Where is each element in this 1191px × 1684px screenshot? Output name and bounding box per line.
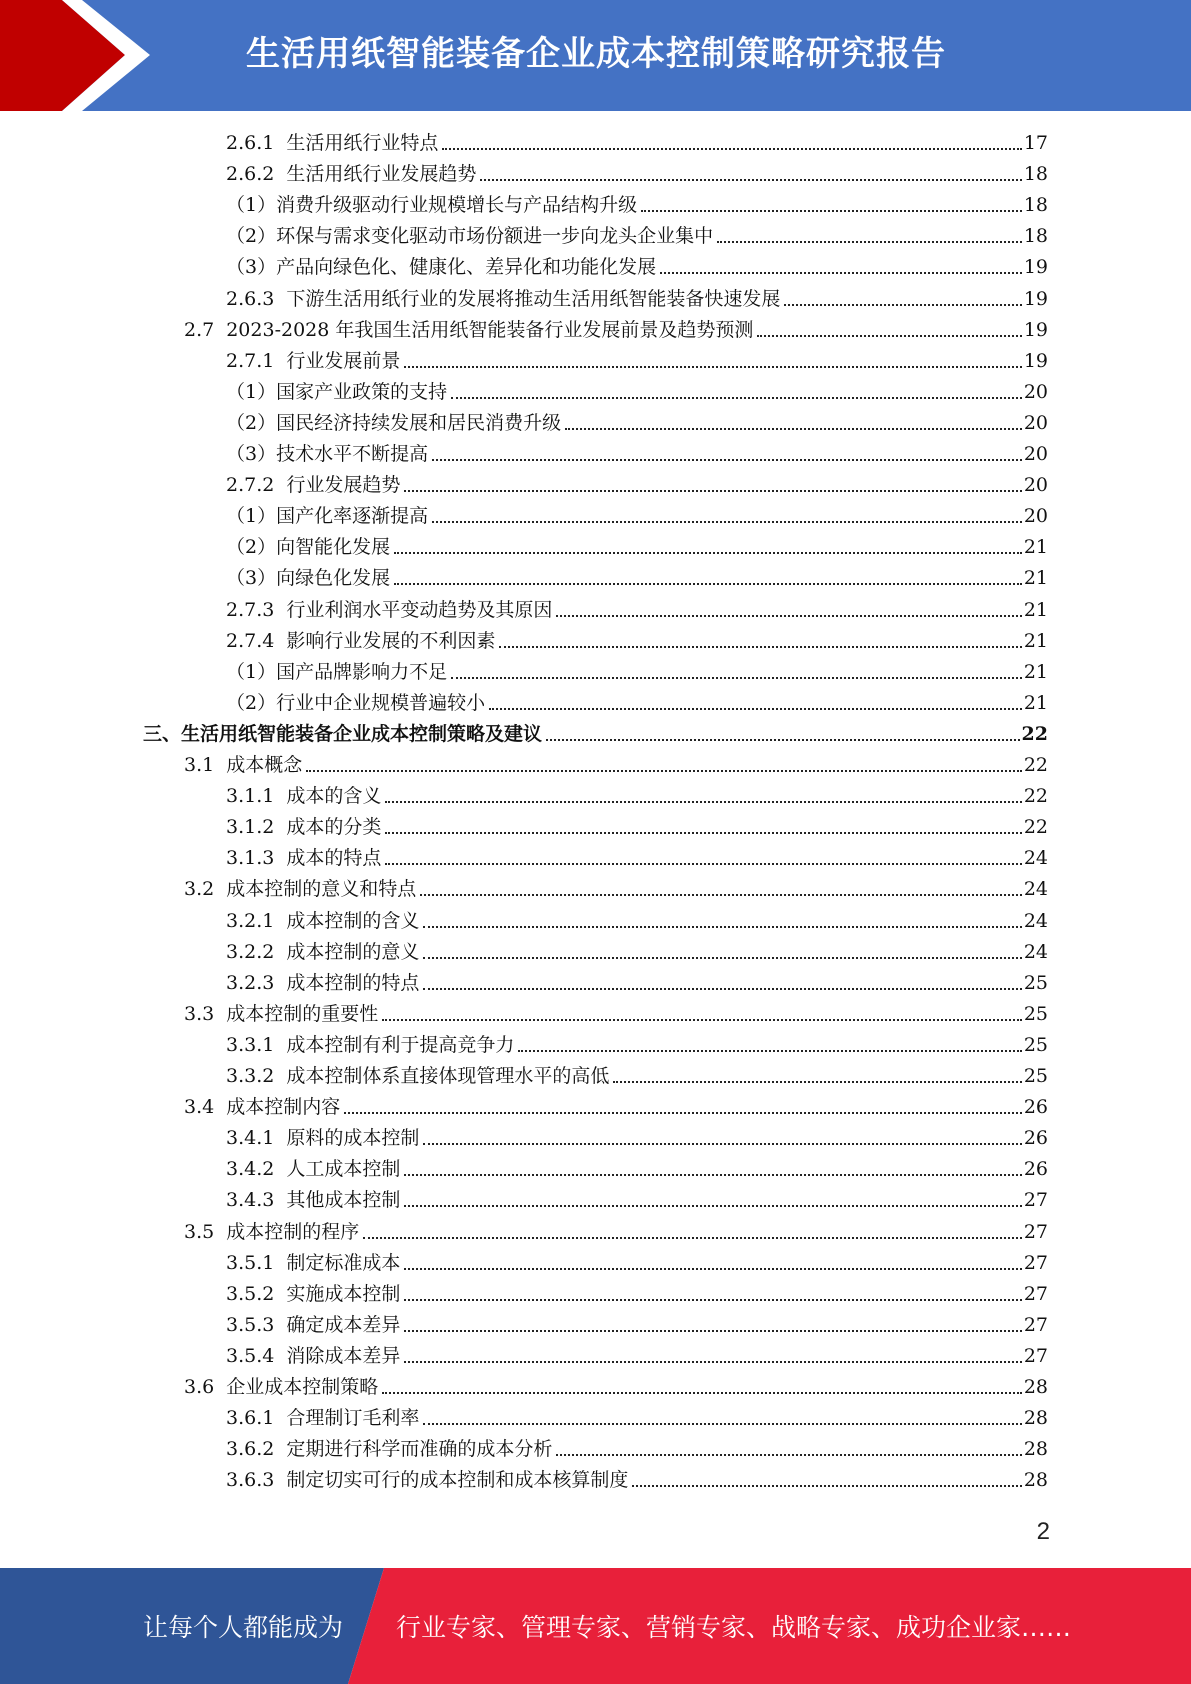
toc-dot-leader xyxy=(613,1081,1021,1083)
toc-entry-title: 生活用纸智能装备企业成本控制策略及建议 xyxy=(181,722,543,745)
toc-dot-leader xyxy=(546,739,1020,741)
toc-entry-title: 成本控制的重要性 xyxy=(226,1002,379,1025)
toc-entry-page: 20 xyxy=(1023,505,1048,528)
toc-entry-page: 20 xyxy=(1023,474,1048,497)
toc-dot-leader xyxy=(404,1174,1021,1176)
toc-dot-leader xyxy=(420,894,1022,896)
toc-entry-page: 27 xyxy=(1023,1251,1048,1274)
toc-entry-title: 成本控制内容 xyxy=(226,1096,341,1119)
toc-entry-title: 成本控制的程序 xyxy=(226,1220,360,1243)
toc-entry-number: 2.6.3 xyxy=(226,287,275,310)
toc-dot-leader xyxy=(306,770,1022,772)
toc-entry-number: 3.1.3 xyxy=(226,847,275,870)
toc-dot-leader xyxy=(423,926,1021,928)
toc-entry[interactable] xyxy=(226,563,1048,593)
toc-entry[interactable] xyxy=(226,595,1048,625)
toc-dot-leader xyxy=(432,459,1022,461)
toc-entry-number: 2.7.1 xyxy=(226,349,275,372)
toc-dot-leader xyxy=(518,1050,1021,1052)
toc-entry-page: 27 xyxy=(1023,1220,1048,1243)
toc-entry-number: 三、 xyxy=(143,722,182,745)
toc-entry-page: 25 xyxy=(1023,1033,1048,1056)
footer-slogan-left: 让每个人都能成为 xyxy=(143,1613,344,1642)
toc-entry[interactable] xyxy=(226,1341,1048,1371)
toc-dot-leader xyxy=(423,1423,1021,1425)
toc-dot-leader xyxy=(499,646,1021,648)
toc-entry-page: 27 xyxy=(1023,1189,1048,1212)
toc-entry[interactable] xyxy=(184,999,1048,1029)
toc-entry[interactable] xyxy=(143,719,1048,749)
toc-entry-number: 3.1.2 xyxy=(226,816,275,839)
toc-dot-leader xyxy=(385,832,1021,834)
toc-entry-number: 3.4.2 xyxy=(226,1158,275,1181)
toc-dot-leader xyxy=(385,801,1021,803)
toc-entry-number: 2.7.4 xyxy=(226,629,275,652)
toc-entry-page: 19 xyxy=(1023,287,1048,310)
toc-entry-title: 成本控制体系直接体现管理水平的高低 xyxy=(286,1065,610,1087)
toc-dot-leader xyxy=(432,521,1022,523)
toc-dot-leader xyxy=(632,1485,1021,1487)
toc-entry-title: 技术水平不断提高 xyxy=(276,443,429,465)
toc-entry[interactable] xyxy=(226,190,1048,220)
toc-entry[interactable] xyxy=(184,1092,1048,1122)
toc-entry-title: 原料的成本控制 xyxy=(286,1127,420,1150)
toc-entry-number: （3） xyxy=(226,443,277,465)
toc-entry-title: 成本控制的特点 xyxy=(286,971,420,994)
toc-entry-title: 制定切实可行的成本控制和成本核算制度 xyxy=(286,1469,629,1492)
toc-entry-page: 20 xyxy=(1023,380,1048,403)
toc-entry-title: 消费升级驱动行业规模增长与产品结构升级 xyxy=(276,194,638,217)
toc-entry-number: （2） xyxy=(226,536,277,559)
toc-entry-page: 28 xyxy=(1023,1438,1048,1461)
toc-entry-number: 3.6.2 xyxy=(226,1438,275,1461)
toc-dot-leader xyxy=(382,1392,1022,1394)
toc-entry-title: 国民经济持续发展和居民消费升级 xyxy=(276,411,562,434)
toc-entry[interactable] xyxy=(226,1061,1048,1091)
toc-entry-title: 消除成本差异 xyxy=(286,1344,401,1367)
toc-entry-page: 24 xyxy=(1023,847,1048,870)
toc-dot-leader xyxy=(394,552,1022,554)
toc-entry-page: 27 xyxy=(1023,1282,1048,1305)
toc-entry-title: 合理制订毛利率 xyxy=(286,1407,420,1430)
toc-entry[interactable] xyxy=(184,1217,1048,1247)
toc-entry[interactable] xyxy=(226,626,1048,656)
toc-entry[interactable] xyxy=(226,1310,1048,1340)
toc-entry-title: 国家产业政策的支持 xyxy=(276,380,448,403)
toc-entry-title: 其他成本控制 xyxy=(286,1189,401,1212)
page-header xyxy=(0,0,1191,111)
toc-dot-leader xyxy=(385,863,1021,865)
toc-entry-title: 国产品牌影响力不足 xyxy=(276,660,448,683)
toc-entry-title: 确定成本差异 xyxy=(286,1313,401,1336)
toc-dot-leader xyxy=(641,210,1022,212)
toc-dot-leader xyxy=(757,335,1021,337)
toc-entry-title: 成本的分类 xyxy=(286,816,382,839)
toc-entry-number: 3.2 xyxy=(184,878,215,901)
page-footer xyxy=(0,1568,1191,1684)
toc-entry[interactable] xyxy=(226,937,1048,967)
toc-dot-leader xyxy=(480,179,1021,181)
toc-entry[interactable] xyxy=(226,408,1048,438)
toc-entry[interactable] xyxy=(226,1030,1048,1060)
toc-entry-number: （3） xyxy=(226,567,277,590)
toc-entry-page: 22 xyxy=(1021,722,1048,745)
toc-entry-title: 向绿色化发展 xyxy=(276,567,391,590)
toc-entry-title: 制定标准成本 xyxy=(286,1251,401,1274)
toc-entry-title: 成本控制的意义和特点 xyxy=(226,878,417,901)
toc-entry-number: 2.7.3 xyxy=(226,598,275,621)
toc-entry-page: 18 xyxy=(1023,225,1048,248)
toc-entry[interactable] xyxy=(226,221,1048,251)
toc-entry[interactable] xyxy=(184,874,1048,904)
toc-entry[interactable] xyxy=(184,1372,1048,1402)
toc-entry[interactable] xyxy=(226,781,1048,811)
toc-entry[interactable] xyxy=(226,1123,1048,1153)
toc-entry-title: 成本控制的含义 xyxy=(286,909,420,932)
toc-entry-title: 行业发展前景 xyxy=(286,349,401,372)
toc-entry-page: 27 xyxy=(1023,1344,1048,1367)
toc-entry-title: 向智能化发展 xyxy=(276,536,391,559)
toc-entry-title: 产品向绿色化、健康化、差异化和功能化发展 xyxy=(276,256,657,279)
toc-entry[interactable] xyxy=(226,346,1048,376)
toc-entry[interactable] xyxy=(226,252,1048,282)
toc-dot-leader xyxy=(404,1268,1021,1270)
toc-entry[interactable] xyxy=(226,812,1048,842)
toc-entry-number: （2） xyxy=(226,225,277,248)
toc-entry-number: 3.5.3 xyxy=(226,1313,275,1336)
toc-entry-page: 22 xyxy=(1023,785,1048,808)
toc-dot-leader xyxy=(660,272,1022,274)
toc-dot-leader xyxy=(489,708,1022,710)
toc-entry-number: 3.2.1 xyxy=(226,909,275,932)
toc-entry-title: 2023-2028 年我国生活用纸智能装备行业发展前景及趋势预测 xyxy=(226,318,754,341)
toc-entry-number: 3.5.4 xyxy=(226,1344,275,1367)
toc-dot-leader xyxy=(404,490,1021,492)
toc-entry-number: （1） xyxy=(226,380,277,403)
toc-entry[interactable] xyxy=(226,1248,1048,1278)
toc-entry-page: 25 xyxy=(1023,1002,1048,1025)
footer-slogan-right: 行业专家、管理专家、营销专家、战略专家、成功企业家…… xyxy=(396,1613,1072,1642)
toc-entry-number: 3.2.3 xyxy=(226,971,275,994)
toc-entry-page: 21 xyxy=(1023,536,1048,559)
toc-entry-page: 21 xyxy=(1023,567,1048,590)
toc-entry-number: （2） xyxy=(226,411,277,434)
toc-dot-leader xyxy=(404,366,1021,368)
toc-entry-page: 18 xyxy=(1023,194,1048,217)
toc-dot-leader xyxy=(451,677,1022,679)
toc-entry-number: 3.6.1 xyxy=(226,1407,275,1430)
toc-entry-title: 成本控制有利于提高竞争力 xyxy=(286,1033,515,1056)
toc-dot-leader xyxy=(404,1205,1021,1207)
toc-dot-leader xyxy=(404,1330,1021,1332)
toc-entry-title: 生活用纸行业发展趋势 xyxy=(286,163,477,186)
toc-entry[interactable] xyxy=(226,1434,1048,1464)
toc-entry-number: 3.4.3 xyxy=(226,1189,275,1212)
toc-entry[interactable] xyxy=(226,843,1048,873)
toc-entry[interactable] xyxy=(184,750,1048,780)
toc-entry-title: 人工成本控制 xyxy=(286,1158,401,1181)
toc-entry-page: 21 xyxy=(1023,660,1048,683)
toc-entry-number: （2） xyxy=(226,691,277,714)
toc-entry-title: 生活用纸行业特点 xyxy=(286,132,439,154)
toc-entry-page: 26 xyxy=(1023,1096,1048,1119)
toc-entry-page: 21 xyxy=(1023,598,1048,621)
toc-entry-number: （1） xyxy=(226,505,277,528)
toc-entry-title: 实施成本控制 xyxy=(286,1282,401,1305)
toc-entry-title: 定期进行科学而准确的成本分析 xyxy=(286,1438,553,1461)
toc-entry-title: 企业成本控制策略 xyxy=(226,1376,379,1398)
toc-dot-leader xyxy=(556,1454,1021,1456)
toc-entry[interactable] xyxy=(226,1403,1048,1433)
toc-dot-leader xyxy=(423,1143,1021,1145)
toc-entry-number: 3.5 xyxy=(184,1220,215,1243)
toc-dot-leader xyxy=(382,1019,1022,1021)
toc-entry-title: 行业利润水平变动趋势及其原因 xyxy=(286,598,553,621)
toc-entry-number: （1） xyxy=(226,194,277,217)
toc-entry-title: 成本控制的意义 xyxy=(286,940,420,963)
toc-entry-title: 国产化率逐渐提高 xyxy=(276,505,429,528)
toc-entry-page: 19 xyxy=(1023,349,1048,372)
toc-entry-title: 影响行业发展的不利因素 xyxy=(286,629,496,652)
toc-entry-page: 28 xyxy=(1023,1469,1048,1492)
toc-entry-page: 19 xyxy=(1023,256,1048,279)
toc-entry-number: 3.3 xyxy=(184,1002,215,1025)
toc-entry-number: 3.4 xyxy=(184,1096,215,1119)
toc-entry-title: 环保与需求变化驱动市场份额进一步向龙头企业集中 xyxy=(276,225,714,248)
toc-entry[interactable] xyxy=(226,439,1048,469)
toc-entry-page: 18 xyxy=(1023,163,1048,186)
toc-entry-page: 21 xyxy=(1023,691,1048,714)
toc-entry-number: 3.1 xyxy=(184,754,215,776)
toc-dot-leader xyxy=(394,583,1022,585)
toc-entry-page: 24 xyxy=(1023,878,1048,901)
toc-entry[interactable] xyxy=(226,688,1048,718)
toc-entry-number: 2.6.2 xyxy=(226,163,275,186)
toc-dot-leader xyxy=(442,148,1021,150)
toc-entry[interactable] xyxy=(226,377,1048,407)
toc-entry-page: 24 xyxy=(1023,940,1048,963)
toc-entry[interactable] xyxy=(184,315,1048,345)
toc-entry[interactable] xyxy=(226,284,1048,314)
toc-entry-page: 26 xyxy=(1023,1127,1048,1150)
toc-entry-page: 22 xyxy=(1023,754,1048,776)
toc-dot-leader xyxy=(556,615,1021,617)
toc-entry[interactable] xyxy=(226,128,1048,158)
toc-entry-number: （3） xyxy=(226,256,277,279)
toc-entry[interactable] xyxy=(226,159,1048,189)
toc-dot-leader xyxy=(344,1112,1022,1114)
toc-dot-leader xyxy=(784,304,1021,306)
toc-entry[interactable] xyxy=(226,1279,1048,1309)
toc-entry-number: 3.6.3 xyxy=(226,1469,275,1492)
toc-entry-number: 3.3.2 xyxy=(226,1065,275,1087)
toc-entry-number: 2.7 xyxy=(184,318,215,341)
toc-entry-page: 26 xyxy=(1023,1158,1048,1181)
toc-entry-number: （1） xyxy=(226,660,277,683)
toc-entry-page: 28 xyxy=(1023,1407,1048,1430)
toc-entry-page: 20 xyxy=(1023,443,1048,465)
toc-entry-title: 下游生活用纸行业的发展将推动生活用纸智能装备快速发展 xyxy=(286,287,781,310)
toc-dot-leader xyxy=(363,1237,1022,1239)
page-number: 2 xyxy=(1036,1518,1050,1545)
toc-dot-leader xyxy=(404,1299,1021,1301)
toc-entry-page: 28 xyxy=(1023,1376,1048,1398)
toc-entry[interactable] xyxy=(226,1465,1048,1495)
report-title: 生活用纸智能装备企业成本控制策略研究报告 xyxy=(246,34,946,74)
toc-entry-number: 3.4.1 xyxy=(226,1127,275,1150)
toc-entry-page: 19 xyxy=(1023,318,1048,341)
toc-entry-number: 2.6.1 xyxy=(226,132,275,154)
toc-entry-number: 2.7.2 xyxy=(226,474,275,497)
toc-entry-number: 3.5.1 xyxy=(226,1251,275,1274)
toc-dot-leader xyxy=(423,957,1021,959)
toc-entry[interactable] xyxy=(226,470,1048,500)
toc-entry-title: 成本的特点 xyxy=(286,847,382,870)
toc-entry[interactable] xyxy=(226,1154,1048,1184)
toc-entry-number: 3.6 xyxy=(184,1376,215,1398)
toc-entry[interactable] xyxy=(226,968,1048,998)
toc-dot-leader xyxy=(451,397,1022,399)
toc-entry-page: 25 xyxy=(1023,971,1048,994)
toc-entry-page: 27 xyxy=(1023,1313,1048,1336)
toc-entry-title: 行业中企业规模普遍较小 xyxy=(276,691,486,714)
toc-entry-page: 20 xyxy=(1023,411,1048,434)
toc-dot-leader xyxy=(565,428,1022,430)
toc-entry-page: 25 xyxy=(1023,1065,1048,1087)
toc-entry-number: 3.3.1 xyxy=(226,1033,275,1056)
toc-entry-title: 成本概念 xyxy=(226,754,303,776)
toc-entry-page: 17 xyxy=(1023,132,1048,154)
toc-entry[interactable] xyxy=(226,1185,1048,1215)
toc-entry-title: 成本的含义 xyxy=(286,785,382,808)
toc-dot-leader xyxy=(404,1361,1021,1363)
toc-entry-number: 3.2.2 xyxy=(226,940,275,963)
toc-entry[interactable] xyxy=(226,532,1048,562)
toc-entry-title: 行业发展趋势 xyxy=(286,474,401,497)
toc-entry-page: 21 xyxy=(1023,629,1048,652)
toc-entry[interactable] xyxy=(226,906,1048,936)
toc-entry[interactable] xyxy=(226,501,1048,531)
toc-dot-leader xyxy=(717,241,1022,243)
toc-entry-number: 3.1.1 xyxy=(226,785,275,808)
toc-dot-leader xyxy=(423,988,1021,990)
toc-entry-page: 22 xyxy=(1023,816,1048,839)
toc-entry[interactable] xyxy=(226,657,1048,687)
toc-entry-number: 3.5.2 xyxy=(226,1282,275,1305)
toc-entry-page: 24 xyxy=(1023,909,1048,932)
